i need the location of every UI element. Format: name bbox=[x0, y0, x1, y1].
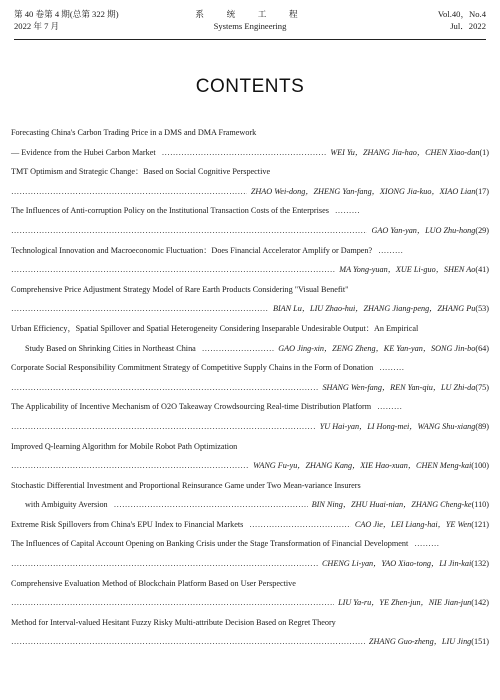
leader-dots bbox=[11, 632, 365, 652]
author-line bbox=[11, 260, 489, 280]
toc-entry bbox=[11, 476, 489, 515]
article-title bbox=[11, 280, 489, 300]
article-title-text: Technological Innovation and Macroeconomic Fluctuation：Does Financial Accelerator Amplify or Dampen? bbox=[11, 245, 373, 255]
article-title bbox=[11, 358, 489, 378]
toc-entry bbox=[11, 437, 489, 476]
page-number: (1) bbox=[479, 147, 489, 157]
author-names: GAO Jing-xin，ZENG Zheng，KE Yan-yan，SONG Jin-bo bbox=[278, 343, 476, 353]
leader-dots: ……… bbox=[334, 206, 361, 216]
authors bbox=[330, 143, 489, 163]
page-number: (75) bbox=[475, 382, 489, 392]
authors bbox=[371, 221, 489, 241]
leader-dots bbox=[114, 495, 308, 515]
article-title-text: Stochastic Differential Investment and Proportional Reinsurance Game under Two Mean-variance Insurers bbox=[11, 480, 361, 490]
article-title bbox=[11, 241, 489, 261]
page-number: (41) bbox=[475, 265, 489, 275]
article-title bbox=[11, 437, 489, 457]
authors bbox=[338, 593, 489, 613]
article-title bbox=[11, 476, 489, 496]
article-title-text: Extreme Risk Spillovers from China's EPU Index to Financial Markets bbox=[11, 519, 244, 529]
leader-dots bbox=[249, 515, 351, 535]
article-title bbox=[11, 574, 489, 594]
author-line bbox=[11, 515, 489, 535]
author-line bbox=[11, 339, 489, 359]
page-title: CONTENTS bbox=[195, 76, 305, 97]
leader-dots bbox=[11, 456, 249, 476]
page-number: (64) bbox=[475, 343, 489, 353]
toc-entry bbox=[11, 241, 489, 280]
page-number: (17) bbox=[475, 186, 489, 196]
toc-entry bbox=[11, 397, 489, 436]
author-line bbox=[11, 495, 489, 515]
author-line bbox=[11, 593, 489, 613]
page-number: (132) bbox=[471, 559, 489, 569]
article-subtitle: — Evidence from the Hubei Carbon Market bbox=[11, 147, 156, 157]
author-names: MA Yong-yuan，XUE Li-guo，SHEN Ao bbox=[339, 265, 476, 275]
authors bbox=[322, 378, 489, 398]
leader-dots bbox=[11, 260, 335, 280]
leader-dots bbox=[11, 299, 269, 319]
author-names: GAO Yan-yan，LUO Zhu-hong bbox=[371, 225, 476, 235]
author-line bbox=[11, 554, 489, 574]
volume-number: Vol.40，No.4 bbox=[437, 9, 486, 19]
toc-entry bbox=[11, 123, 489, 162]
page-number: (142) bbox=[471, 598, 489, 608]
authors bbox=[339, 260, 489, 280]
author-names: CAO Jie，LEI Liang-hai，YE Wen bbox=[354, 519, 472, 529]
author-line bbox=[11, 182, 489, 202]
article-title-text: Comprehensive Evaluation Method of Blockchain Platform Based on User Perspective bbox=[11, 578, 296, 588]
article-title bbox=[11, 397, 489, 417]
author-names: WEI Yu，ZHANG Jia-hao，CHEN Xiao-dan bbox=[330, 147, 480, 157]
author-line bbox=[11, 143, 489, 163]
leader-dots: ……… bbox=[414, 539, 440, 549]
article-title-text: Method for Interval-valued Hesitant Fuzzy Risky Multi-attribute Decision Based on Regret Theory bbox=[11, 617, 336, 627]
toc-entry bbox=[11, 613, 489, 652]
page-number: (53) bbox=[475, 304, 489, 314]
authors bbox=[273, 299, 489, 319]
article-title bbox=[11, 162, 489, 182]
toc-entry bbox=[11, 534, 489, 573]
article-title-text: Forecasting China's Carbon Trading Price in a DMS and DMA Framework bbox=[11, 128, 257, 137]
author-line bbox=[11, 417, 489, 437]
author-names: YU Hai-yan，LI Hong-mei，WANG Shu-xiang bbox=[319, 421, 476, 431]
journal-name-en: Systems Engineering bbox=[213, 21, 287, 31]
author-names: CHENG Li-yan，YAO Xiao-tong，LI Jin-kai bbox=[321, 559, 472, 569]
authors bbox=[355, 515, 489, 535]
page-number: (29) bbox=[475, 225, 489, 235]
article-title bbox=[11, 123, 489, 143]
leader-dots bbox=[202, 339, 274, 359]
article-title-text: The Influences of Anti-corruption Policy on the Institutional Transaction Costs of the Enterprises bbox=[11, 206, 329, 216]
page-number: (110) bbox=[471, 500, 489, 510]
article-title bbox=[11, 319, 489, 339]
article-title-text: Improved Q-learning Algorithm for Mobile Robot Path Optimization bbox=[11, 441, 238, 451]
article-title-text: The Influences of Capital Account Opening on Banking Crisis under the Stage Transformation of Financial Development bbox=[11, 539, 409, 549]
page-number: (100) bbox=[471, 461, 489, 471]
author-line bbox=[11, 632, 489, 652]
article-title-text: TMT Optimism and Strategic Change：Based on Social Cognitive Perspective bbox=[11, 167, 271, 177]
leader-dots: ……… bbox=[377, 402, 403, 412]
author-line bbox=[11, 456, 489, 476]
page-number: (89) bbox=[475, 421, 489, 431]
running-header bbox=[14, 8, 486, 42]
author-names: ZHAO Wei-dong，ZHENG Yan-fang，XIONG Jia-kuo，XIAO Lian bbox=[250, 186, 476, 196]
article-title-text: Corporate Social Responsibility Commitment Strategy of Competitive Supply Chains in the Form of Donation bbox=[11, 363, 374, 373]
authors bbox=[251, 182, 489, 202]
toc-entry bbox=[11, 201, 489, 240]
page-number: (121) bbox=[471, 519, 489, 529]
volume-info bbox=[438, 8, 486, 32]
article-subtitle: Study Based on Shrinking Cities in Northeast China bbox=[25, 343, 196, 353]
article-title-text: The Applicability of Incentive Mechanism of O2O Takeaway Crowdsourcing Real-time Distribution Platform bbox=[11, 402, 372, 412]
leader-dots bbox=[11, 554, 318, 574]
leader-dots: ……… bbox=[378, 245, 404, 255]
author-line bbox=[11, 378, 489, 398]
article-title bbox=[11, 201, 489, 221]
toc-entry bbox=[11, 280, 489, 319]
article-subtitle: with Ambiguity Aversion bbox=[25, 500, 108, 510]
header-rule bbox=[14, 39, 486, 40]
journal-name bbox=[14, 8, 486, 32]
issue-date-cn: 2022 年 7 月 bbox=[14, 21, 60, 31]
authors bbox=[312, 495, 489, 515]
volume-date: Jul．2022 bbox=[450, 21, 486, 31]
author-names: BIAN Lu，LIU Zhao-hui，ZHANG Jiang-peng，ZHANG Pu bbox=[272, 304, 476, 314]
contents-list bbox=[11, 123, 489, 652]
issue-volume-cn: 第 40 卷第 4 期(总第 322 期) bbox=[14, 9, 119, 19]
author-names: ZHANG Guo-zheng，LIU Jing bbox=[368, 637, 472, 647]
authors bbox=[278, 339, 489, 359]
authors bbox=[320, 417, 489, 437]
author-names: SHANG Wen-fang，REN Yan-qiu，LU Zhi-da bbox=[322, 382, 476, 392]
author-names: WANG Fu-yu，ZHANG Kang，XIE Hao-xuan，CHEN Meng-kai bbox=[253, 461, 472, 471]
article-title bbox=[11, 613, 489, 633]
author-names: BIN Ning，ZHU Huai-nian，ZHANG Cheng-ke bbox=[311, 500, 472, 510]
leader-dots bbox=[11, 221, 367, 241]
leader-dots bbox=[11, 182, 247, 202]
author-line bbox=[11, 299, 489, 319]
article-title-text: Urban Efficiency，Spatial Spillover and Spatial Heterogeneity Considering Inseparable Undesirable Output：An Empirical bbox=[11, 323, 419, 333]
author-line bbox=[11, 221, 489, 241]
authors bbox=[322, 554, 489, 574]
toc-entry bbox=[11, 574, 489, 613]
authors bbox=[369, 632, 489, 652]
toc-entry bbox=[11, 319, 489, 358]
leader-dots bbox=[11, 593, 334, 613]
authors bbox=[253, 456, 489, 476]
toc-entry bbox=[11, 162, 489, 201]
toc-entry bbox=[11, 358, 489, 397]
author-names: LIU Ya-ru，YE Zhen-jun，NIE Jian-jun bbox=[338, 598, 472, 608]
article-title-text: Comprehensive Price Adjustment Strategy Model of Rare Earth Products Considering "Visual Benefit" bbox=[11, 284, 349, 294]
page-number: (151) bbox=[471, 637, 489, 647]
leader-dots bbox=[162, 143, 327, 163]
article-title bbox=[11, 534, 489, 554]
journal-name-cn: 系 统 工 程 bbox=[195, 9, 305, 19]
leader-dots bbox=[11, 417, 316, 437]
leader-dots bbox=[11, 378, 318, 398]
toc-entry bbox=[11, 515, 489, 535]
leader-dots: ……… bbox=[379, 363, 405, 373]
